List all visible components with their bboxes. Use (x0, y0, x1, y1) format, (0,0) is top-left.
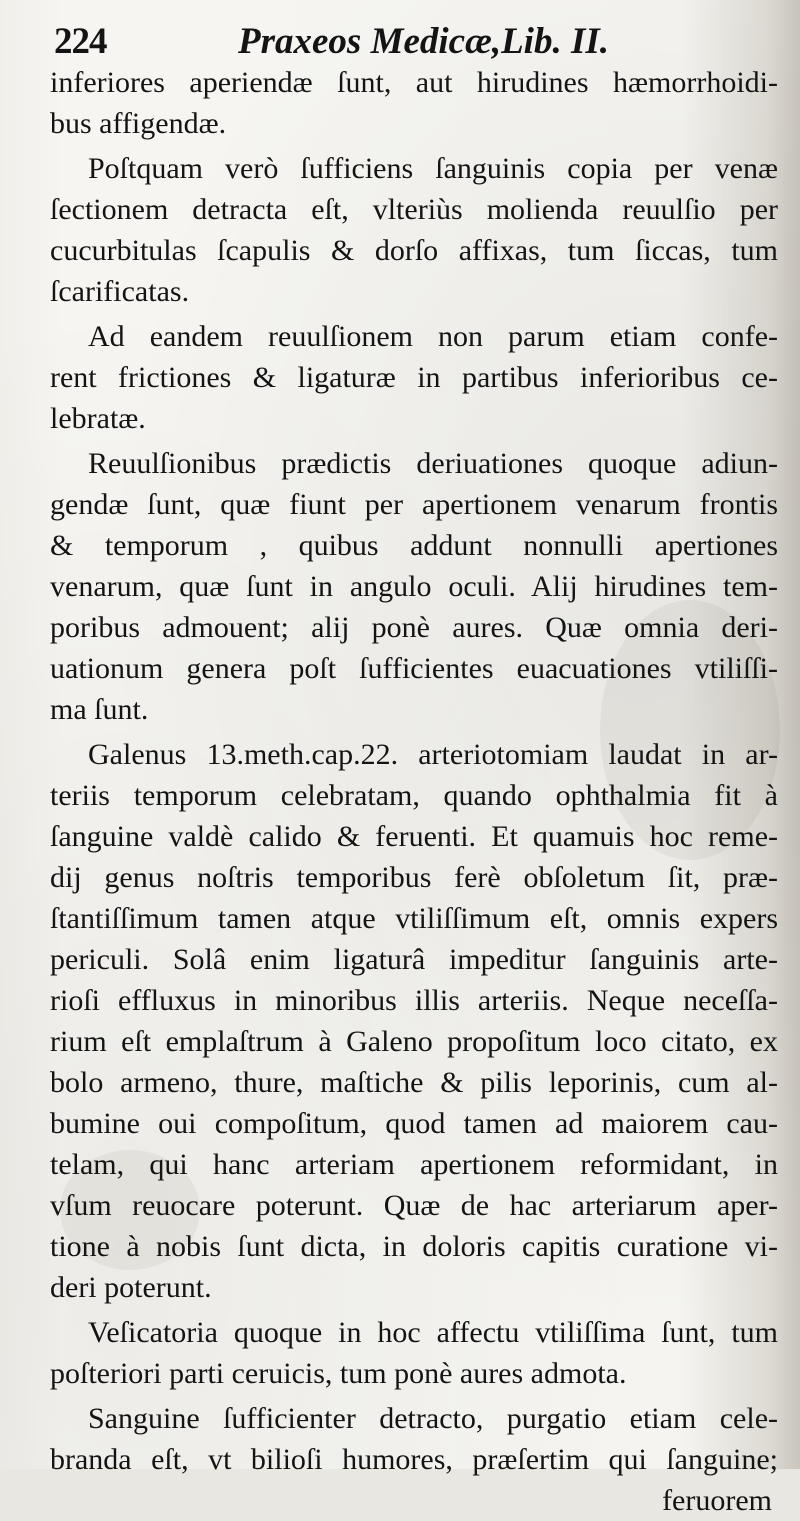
text-line: & temporum , quibus addunt nonnulli apertiones (50, 529, 778, 562)
text-line: periculi. Solâ enim ligaturâ impeditur ſanguinis arte- (50, 943, 778, 976)
text-line: telam, qui hanc arteriam apertionem reformidant, in (50, 1148, 778, 1181)
text-line: inferiores aperiendæ ſunt, aut hirudines hæmorrhoidi- (50, 66, 778, 99)
text-line: rent frictiones & ligaturæ in partibus inferioribus ce- (50, 361, 778, 394)
page-number: 224 (54, 21, 107, 62)
text-line: Poſtquam verò ſufficiens ſanguinis copia per venæ (88, 152, 778, 185)
text-line: gendæ ſunt, quæ fiunt per apertionem venarum frontis (50, 488, 778, 521)
text-line: tione à nobis ſunt dicta, in doloris capitis curatione vi- (50, 1230, 778, 1263)
text-line: bolo armeno, thure, maſtiche & pilis leporinis, cum al- (50, 1066, 778, 1099)
text-line: cucurbitulas ſcapulis & dorſo affixas, tum ſiccas, tum (50, 234, 778, 267)
text-line: Sanguine ſufficienter detracto, purgatio etiam cele- (88, 1402, 778, 1435)
text-line: rioſi effluxus in minoribus illis arteriis. Neque neceſſa- (50, 984, 778, 1017)
text-line: Reuulſionibus prædictis deriuationes quoque adiun- (88, 447, 778, 480)
text-line: bus affigendæ. (50, 107, 227, 140)
text-line: Galenus 13.meth.cap.22. arteriotomiam laudat in ar- (88, 738, 778, 771)
text-line: ſtantiſſimum tamen atque vtiliſſimum eſt, omnis expers (50, 902, 778, 935)
text-line: dij genus noſtris temporibus ferè obſoletum ſit, præ- (50, 861, 778, 894)
text-line: vſum reuocare poterunt. Quæ de hac arteriarum aper- (50, 1189, 778, 1222)
text-line: teriis temporum celebratam, quando ophthalmia fit à (50, 779, 778, 812)
text-line: Veſicatoria quoque in hoc affectu vtiliſſima ſunt, tum (88, 1316, 778, 1349)
text-line: lebratæ. (50, 402, 146, 435)
text-line: ſanguine valdè calido & feruenti. Et quamuis hoc reme- (50, 820, 778, 853)
text-line: uationum genera poſt ſufficientes euacuationes vtiliſſi- (50, 652, 778, 685)
text-line: deri poterunt. (50, 1271, 212, 1304)
text-line: venarum, quæ ſunt in angulo oculi. Alij hirudines tem- (50, 570, 778, 603)
text-line: rium eſt emplaſtrum à Galeno propoſitum loco citato, ex (50, 1025, 778, 1058)
text-line: branda eſt, vt bilioſi humores, præſertim qui ſanguine; (50, 1443, 778, 1476)
text-line: bumine oui compoſitum, quod tamen ad maiorem cau- (50, 1107, 778, 1140)
text-line: poribus admouent; alij ponè aures. Quæ omnia deri- (50, 611, 778, 644)
text-line: ma ſunt. (50, 693, 149, 726)
text-line: Ad eandem reuulſionem non parum etiam confe- (88, 320, 778, 353)
text-line: ſcarificatas. (50, 275, 190, 308)
text-line: poſteriori parti ceruicis, tum ponè aures admota. (50, 1357, 627, 1390)
body-text (50, 62, 778, 1521)
catchword: feruorem (662, 1484, 772, 1517)
running-head-title: Praxeos Medicæ,Lib. II. (238, 21, 609, 62)
text-line: ſectionem detracta eſt, vlteriùs molienda reuulſio per (50, 193, 778, 226)
